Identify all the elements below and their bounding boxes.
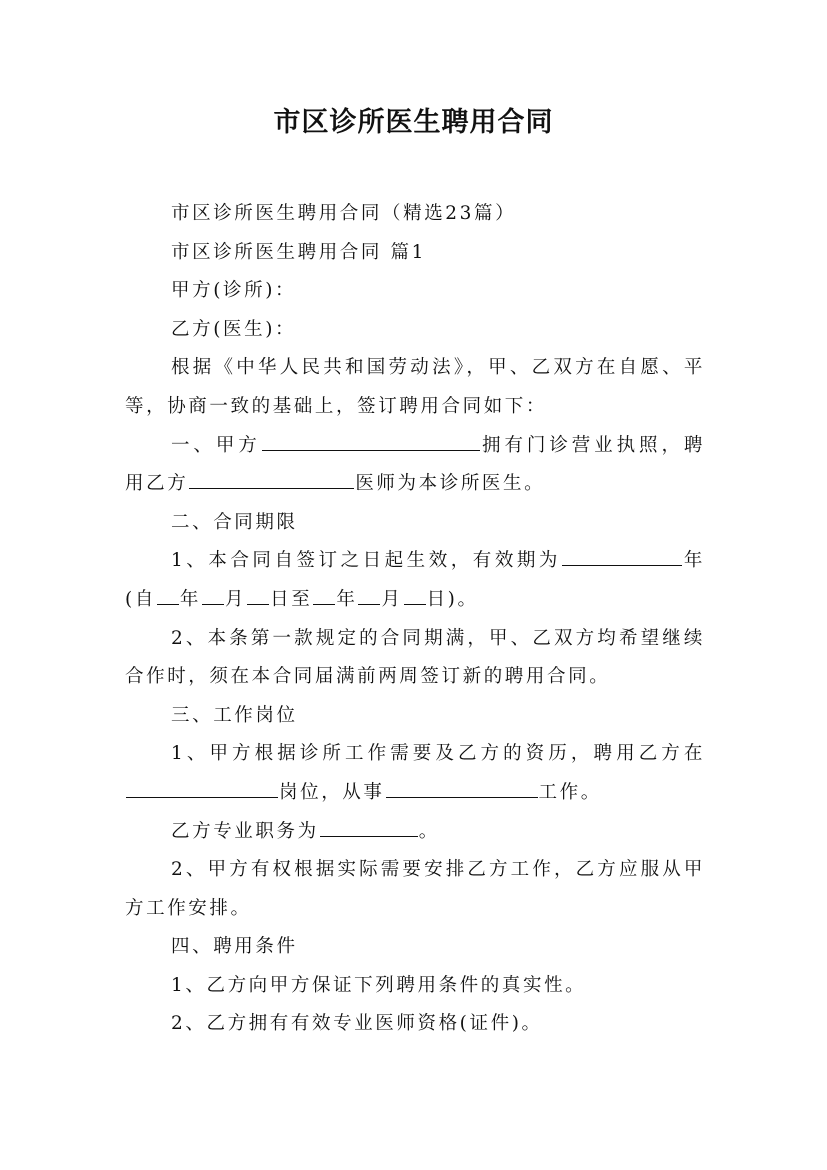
- position-blank: [126, 779, 278, 798]
- clause-4-heading: 四、聘用条件: [171, 936, 298, 958]
- clause-2-1-month: 月: [225, 588, 247, 610]
- clinic-name-blank: [262, 432, 480, 451]
- clause-3-2: 2、甲方有权根据实际需要安排乙方工作，乙方应服从甲方工作安排。: [125, 859, 705, 919]
- clause-3-title-text-a: 乙方专业职务为: [171, 820, 319, 842]
- validity-period-blank: [562, 547, 682, 566]
- start-day-blank: [247, 586, 269, 605]
- clause-1: [125, 427, 705, 504]
- clause-1-text-b: 拥有门诊营业执照，聘用乙方: [125, 434, 705, 495]
- clause-2-1-end: 日)。: [426, 588, 479, 610]
- party-b-line: 乙方(医生)：: [171, 318, 297, 340]
- clause-3-1-text-a: 1、甲方根据诊所工作需要及乙方的资历，聘用乙方在: [171, 743, 705, 765]
- start-year-blank: [157, 586, 179, 605]
- clause-3-heading: 三、工作岗位: [171, 704, 298, 726]
- clause-1-text-c: 医师为本诊所医生。: [355, 473, 546, 495]
- clause-2-1-text-a: 1、本合同自签订之日起生效，有效期为: [171, 550, 561, 572]
- clause-2-heading: 二、合同期限: [171, 511, 298, 533]
- work-type-blank: [386, 779, 538, 798]
- clause-3-1-text-b: 岗位，从事: [279, 781, 385, 803]
- end-month-blank: [358, 586, 380, 605]
- intro-paragraph: 根据《中华人民共和国劳动法》，甲、乙双方在自愿、平等，协商一致的基础上，签订聘用合同如下：: [125, 357, 705, 417]
- doctor-name-blank: [189, 470, 354, 489]
- clause-2-1: [125, 542, 705, 619]
- clause-3-1: [125, 735, 705, 812]
- clause-2-1-year: 年: [179, 588, 202, 610]
- end-day-blank: [404, 586, 426, 605]
- document-title: 市区诊所医生聘用合同: [273, 107, 554, 138]
- clause-4-2: 2、乙方拥有有效专业医师资格(证件)。: [171, 1013, 543, 1035]
- document-body: [125, 195, 705, 1044]
- clause-3-title: [125, 813, 705, 852]
- document-subtitle: 市区诊所医生聘用合同（精选23篇）: [171, 203, 517, 224]
- clause-2-1-year2: 年: [336, 588, 358, 610]
- clause-2-1-month2: 月: [381, 588, 403, 610]
- clause-2-1-day-to: 日至: [270, 588, 313, 610]
- clause-3-title-text-b: 。: [418, 820, 440, 842]
- clause-2-1-text-b: 年(自: [125, 550, 705, 610]
- clause-3-1-text-c: 工作。: [538, 781, 602, 803]
- party-a-line: 甲方(诊所)：: [171, 280, 297, 302]
- start-month-blank: [202, 586, 224, 605]
- clause-2-2: 2、本条第一款规定的合同期满，甲、乙双方均希望继续合作时，须在本合同届满前两周签订新的聘用合同。: [125, 627, 705, 688]
- clause-4-1: 1、乙方向甲方保证下列聘用条件的真实性。: [171, 974, 587, 996]
- professional-title-blank: [320, 818, 418, 837]
- clause-1-text-a: 一、甲方: [171, 434, 261, 456]
- end-year-blank: [313, 586, 335, 605]
- section-heading: 市区诊所医生聘用合同 篇1: [171, 241, 426, 263]
